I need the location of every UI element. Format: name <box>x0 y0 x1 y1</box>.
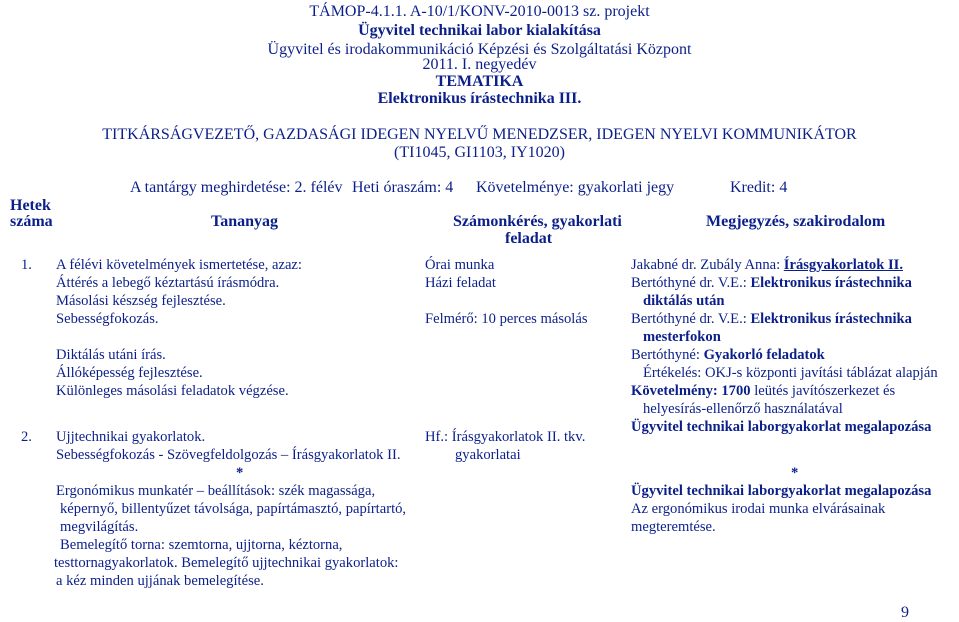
row2-material-line: testtornagyakorlatok. Bemelegítő ujjtechnikai gyakorlatok: <box>54 555 399 571</box>
row2-assessment-line: gyakorlatai <box>455 447 521 463</box>
row1-notes-line <box>631 382 938 400</box>
row2-week: 2. <box>21 429 32 445</box>
row1-notes-line: diktálás után <box>643 293 725 309</box>
row2-material-line: Ujjtechnikai gyakorlatok. <box>56 429 206 445</box>
row1-assessment <box>425 256 588 328</box>
row1-notes-line: Ügyvitel technikai laborgyakorlat megalapozása <box>631 419 932 435</box>
requirement-label: Követelmény: 1700 <box>631 383 751 399</box>
row1-notes-line: mesterfokon <box>643 329 721 345</box>
info-hours: Heti óraszám: 4 <box>352 179 454 196</box>
header-week-1: Hetek <box>10 197 51 214</box>
book-title: Elektronikus írástechnika <box>750 275 912 291</box>
row2-assessment <box>425 428 585 464</box>
row1-notes <box>631 256 938 436</box>
row1-notes-line <box>631 310 938 328</box>
row2-notes-line: * <box>791 465 799 481</box>
lab-line: Ügyvitel technikai labor kialakítása <box>358 22 601 39</box>
row1-assessment-line: Felmérő: 10 perces másolás <box>425 311 588 327</box>
row1-notes-line <box>631 256 938 274</box>
row2-material-line: Ergonómikus munkatér – beállítások: szék magassága, <box>56 483 376 499</box>
row1-material-line <box>56 328 302 346</box>
row2-notes-line: Az ergonómikus irodai munka elvárásainak <box>631 501 886 517</box>
project-line: TÁMOP-4.1.1. A-10/1/KONV-2010-0013 sz. projekt <box>309 3 650 20</box>
book-author: Bertóthyné dr. V.E.: <box>631 275 751 291</box>
row1-material <box>56 256 302 400</box>
row1-material-line: Másolási készség fejlesztése. <box>56 293 226 309</box>
row1-assessment-line: Házi feladat <box>425 275 496 291</box>
info-requirement: Követelménye: gyakorlati jegy <box>476 179 675 196</box>
row2-material-line: Sebességfokozás - Szövegfeldolgozás – Írásgyakorlatok II. <box>56 447 401 463</box>
header-assessment-1: Számonkérés, gyakorlati <box>453 213 622 230</box>
info-announced: A tantárgy meghirdetése: 2. félév <box>130 179 343 196</box>
header-notes: Megjegyzés, szakirodalom <box>706 213 886 230</box>
header-material: Tananyag <box>211 213 278 230</box>
row1-material-line: A félévi követelmények ismertetése, azaz: <box>56 257 302 273</box>
header-assessment-2: feladat <box>505 230 553 247</box>
row2-material-line: * <box>236 465 244 481</box>
requirement-text: leütés javítószerkezet és <box>750 383 896 399</box>
book-author: Bertóthyné: <box>631 347 704 363</box>
book-title: Írásgyakorlatok II. <box>783 257 903 273</box>
row1-assessment-line: Órai munka <box>425 257 495 273</box>
header-week-2: száma <box>10 213 53 230</box>
program-title: TITKÁRSÁGVEZETŐ, GAZDASÁGI IDEGEN NYELVŰ MENEDZSER, IDEGEN NYELVI KOMMUNIKÁTOR <box>102 126 857 143</box>
row1-notes-line: Értékelés: OKJ-s központi javítási táblázat alapján <box>643 365 938 381</box>
row1-notes-line <box>631 346 938 364</box>
book-title: Elektronikus írástechnika <box>750 311 912 327</box>
page-number: 9 <box>901 604 909 621</box>
row1-material-line: Sebességfokozás. <box>56 311 159 327</box>
row1-material-line: Állóképesség fejlesztése. <box>56 365 203 381</box>
row2-material-line: megvilágítás. <box>60 519 139 535</box>
row1-notes-line: helyesírás-ellenőrző használatával <box>643 401 843 417</box>
row2-material <box>56 428 406 590</box>
row1-material-line: Diktálás utáni írás. <box>56 347 166 363</box>
book-title: Gyakorló feladatok <box>703 347 825 363</box>
info-credit: Kredit: 4 <box>730 179 788 196</box>
row2-notes-line: Ügyvitel technikai laborgyakorlat megalapozása <box>631 483 932 499</box>
row1-material-line: Különleges másolási feladatok végzése. <box>56 383 289 399</box>
tematika-title: TEMATIKA <box>435 73 524 90</box>
program-codes: (TI1045, GI1103, IY1020) <box>394 144 565 161</box>
quarter-line: 2011. I. negyedév <box>422 56 537 73</box>
book-author: Jakabné dr. Zubály Anna: <box>631 257 784 273</box>
row1-material-line: Áttérés a lebegő kéztartású írásmódra. <box>56 275 280 291</box>
row1-assessment-line <box>425 292 588 310</box>
row2-material-line: képernyő, billentyűzet távolsága, papírtámasztó, papírtartó, <box>60 501 407 517</box>
book-author: Bertóthyné dr. V.E.: <box>631 311 751 327</box>
row2-material-line: a kéz minden ujjának bemelegítése. <box>56 573 264 589</box>
row1-notes-line <box>631 274 938 292</box>
row2-assessment-line: Hf.: Írásgyakorlatok II. tkv. <box>425 429 586 445</box>
row2-material-line: Bemelegítő torna: szemtorna, ujjtorna, kéztorna, <box>60 537 343 553</box>
row2-notes <box>631 464 931 536</box>
row2-notes-line: megteremtése. <box>631 519 716 535</box>
center-line: Ügyvitel és irodakommunikáció Képzési és Szolgáltatási Központ <box>267 41 692 58</box>
subject-title: Elektronikus írástechnika III. <box>377 90 582 107</box>
row1-week: 1. <box>21 257 32 273</box>
